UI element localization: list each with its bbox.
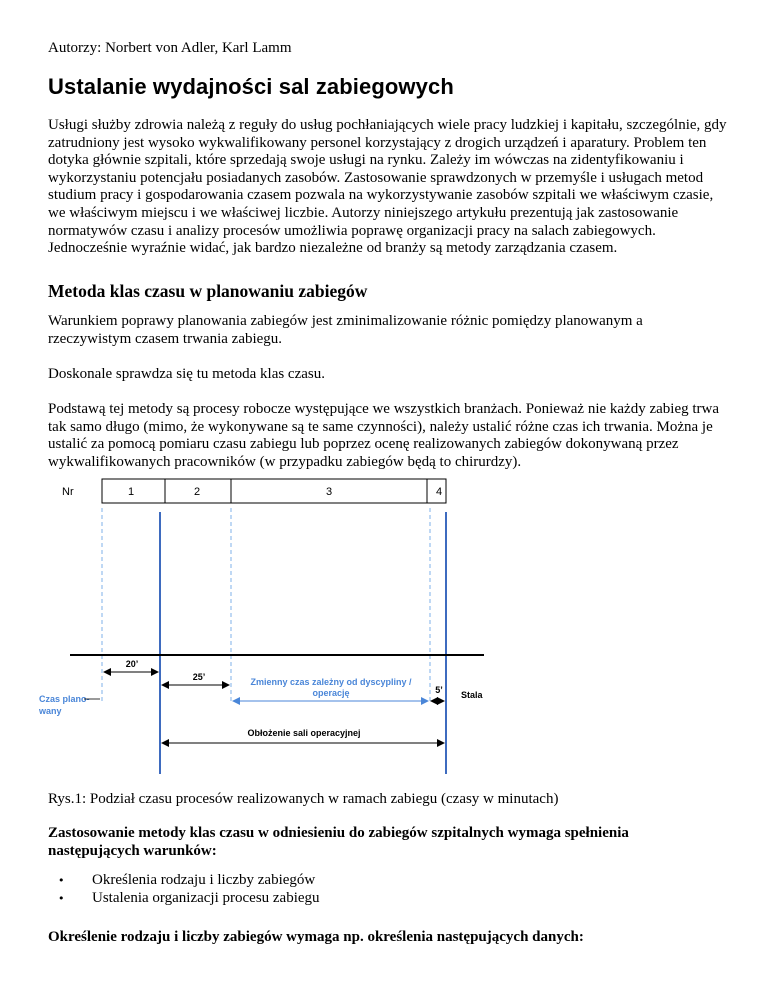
- header-col-1: 1: [127, 486, 135, 498]
- label-variable-1: Zmienny czas zależny od dyscypliny /: [250, 677, 412, 687]
- label-20: 20’: [125, 659, 139, 669]
- label-planned-2: wany: [39, 706, 62, 716]
- time-classes-diagram: [0, 472, 520, 777]
- paragraph-3: Podstawą tej metody są procesy robocze występujące we wszystkich branżach. Ponieważ nie każdy zabieg trwa tak samo długo (mimo, że wykonywane są te same czynności), należy ustalić różne czas ich trwania. Można je ustalić za pomocą pomiaru czasu zabiegu lub poprzez ocenę realizowanych zabiegów dokonywaną przez wykwalifikowanych pracowników (w przypadku zabiegów będą to chirurdzy).: [48, 401, 720, 470]
- header-col-4: 4: [435, 486, 443, 498]
- list-item: • Określenia rodzaju i liczby zabiegów: [48, 872, 320, 890]
- conditions-list: [48, 872, 320, 907]
- last-heading: Określenie rodzaju i liczby zabiegów wymaga np. określenia następujących danych:: [48, 929, 584, 945]
- conditions-heading: Zastosowanie metody klas czasu w odniesieniu do zabiegów szpitalnych wymaga spełnienia następujących warunków:: [48, 825, 629, 859]
- figure-caption: Rys.1: Podział czasu procesów realizowanych w ramach zabiegu (czasy w minutach): [48, 791, 559, 807]
- diagram-header-table: [62, 479, 446, 503]
- paragraph-1: Warunkiem poprawy planowania zabiegów jest zminimalizowanie różnic pomiędzy planowanym a rzeczywistym czasem trwania zabiegu.: [48, 313, 643, 347]
- section-heading: Metoda klas czasu w planowaniu zabiegów: [48, 281, 368, 301]
- label-occupancy: Obłożenie sali operacyjnej: [247, 728, 361, 738]
- label-stala: Stala: [461, 690, 483, 700]
- dashed-guide-lines: [102, 508, 430, 704]
- label-5: 5’: [435, 685, 443, 695]
- header-nr: Nr: [62, 486, 74, 498]
- label-variable-2: operację: [312, 688, 350, 698]
- authors-line: Autorzy: Norbert von Adler, Karl Lamm: [48, 40, 292, 56]
- header-col-3: 3: [325, 486, 333, 498]
- list-item: • Ustalenia organizacji procesu zabiegu: [48, 890, 320, 908]
- paragraph-2: Doskonale sprawdza się tu metoda klas czasu.: [48, 366, 325, 382]
- header-col-2: 2: [193, 486, 201, 498]
- intro-paragraph: Usługi służby zdrowia należą z reguły do usług pochłaniających wiele pracy ludzkiej i kapitału, szczególnie, gdy zatrudniony jest wysoko wykwalifikowany personel korzystający z drogich urządzeń i aparatury. Problem ten dotyka głównie szpitali, które sprzedają swoje usługi na rynku. Zależy im wówczas na zidentyfikowaniu i wykorzystaniu potencjału posiadanych zasobów. Zastosowanie sprawdzonych w przemyśle i usługach metod studium pracy i gospodarowania czasem pozwala na wykorzystywanie zasobów szpitali we właściwym czasie, we właściwym miejscu i we właściwej liczbie. Autorzy niniejszego artykułu prezentują jak zastosowanie normatywów czasu i analizy procesów umożliwia poprawę organizacji pracy na salach zabiegowych. Jednocześnie wyraźnie widać, jak bardzo niezależne od branży są metody zarządzania czasem.: [48, 117, 727, 257]
- label-planned-1: Czas plano-: [39, 694, 90, 704]
- page-title: Ustalanie wydajności sal zabiegowych: [48, 74, 454, 99]
- label-25: 25’: [192, 672, 206, 682]
